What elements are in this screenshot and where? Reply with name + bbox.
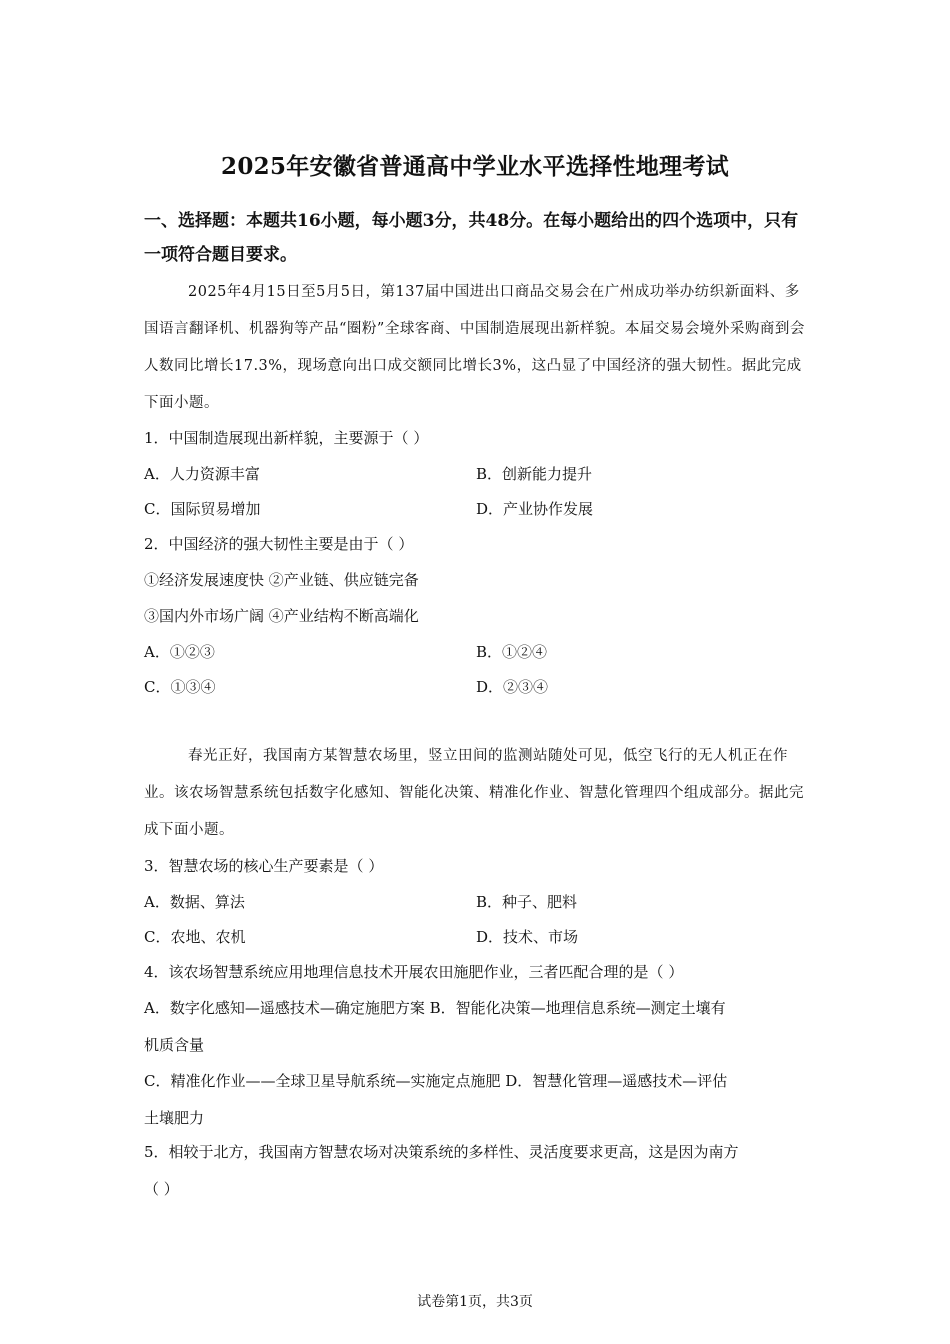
q2-statements-1: ①经济发展速度快 ②产业链、供应链完备 xyxy=(144,571,419,589)
section-heading: 一、选择题：本题共16小题，每小题3分，共48分。在每小题给出的四个选项中，只有一项符合题目要求。 xyxy=(144,211,799,265)
q2-option-a: A．①②③ xyxy=(144,643,215,661)
q1-option-c: C．国际贸易增加 xyxy=(144,500,261,518)
question-5-stem: 5．相较于北方，我国南方智慧农场对决策系统的多样性、灵活度要求更高，这是因为南方 xyxy=(144,1143,739,1161)
question-5-stem-line-2: （ ） xyxy=(144,1180,179,1198)
q1-option-b: B．创新能力提升 xyxy=(476,465,593,483)
question-2-stem: 2．中国经济的强大韧性主要是由于（ ） xyxy=(144,535,414,553)
q4-options-ab-line-2: 机质含量 xyxy=(144,1036,205,1054)
passage-2 xyxy=(144,738,808,849)
question-4-stem: 4．该农场智慧系统应用地理信息技术开展农田施肥作业，三者匹配合理的是（ ） xyxy=(144,963,684,981)
q2-option-d: D．②③④ xyxy=(476,678,549,696)
q2-option-c: C．①③④ xyxy=(144,678,216,696)
q4-options-cd-line-2: 土壤肥力 xyxy=(144,1109,205,1127)
q1-option-a: A．人力资源丰富 xyxy=(144,465,260,483)
q3-option-a: A．数据、算法 xyxy=(144,893,245,911)
q3-option-d: D．技术、市场 xyxy=(476,928,579,946)
exam-title: 2025年安徽省普通高中学业水平选择性地理考试 xyxy=(221,153,729,180)
passage-1 xyxy=(144,274,808,422)
q3-option-b: B．种子、肥料 xyxy=(476,893,578,911)
passage-1-text: 2025年4月15日至5月5日，第137届中国进出口商品交易会在广州成功举办纺织新面料、多国语言翻译机、机器狗等产品“圈粉”全球客商、中国制造展现出新样貌。本届交易会境外采购商到会人数同比增长17.3%，现场意向出口成交额同比增长3%，这凸显了中国经济的强大韧性。据此完成下面小题。 xyxy=(144,284,805,411)
question-1-stem: 1．中国制造展现出新样貌，主要源于（ ） xyxy=(144,429,429,447)
q4-options-ab-line-1: A．数字化感知—遥感技术—确定施肥方案 B．智能化决策—地理信息系统—测定土壤有 xyxy=(144,999,726,1017)
q2-option-b: B．①②④ xyxy=(476,643,548,661)
page-footer: 试卷第1页，共3页 xyxy=(417,1294,533,1310)
q3-option-c: C．农地、农机 xyxy=(144,928,246,946)
passage-2-text: 春光正好，我国南方某智慧农场里，竖立田间的监测站随处可见，低空飞行的无人机正在作业。该农场智慧系统包括数字化感知、智能化决策、精准化作业、智慧化管理四个组成部分。据此完成下面小题。 xyxy=(144,748,804,838)
q1-option-d: D．产业协作发展 xyxy=(476,500,594,518)
question-3-stem: 3．智慧农场的核心生产要素是（ ） xyxy=(144,857,384,875)
q2-statements-2: ③国内外市场广阔 ④产业结构不断高端化 xyxy=(144,607,419,625)
q4-options-cd-line-1: C．精准化作业——全球卫星导航系统—实施定点施肥 D．智慧化管理—遥感技术—评估 xyxy=(144,1072,728,1090)
